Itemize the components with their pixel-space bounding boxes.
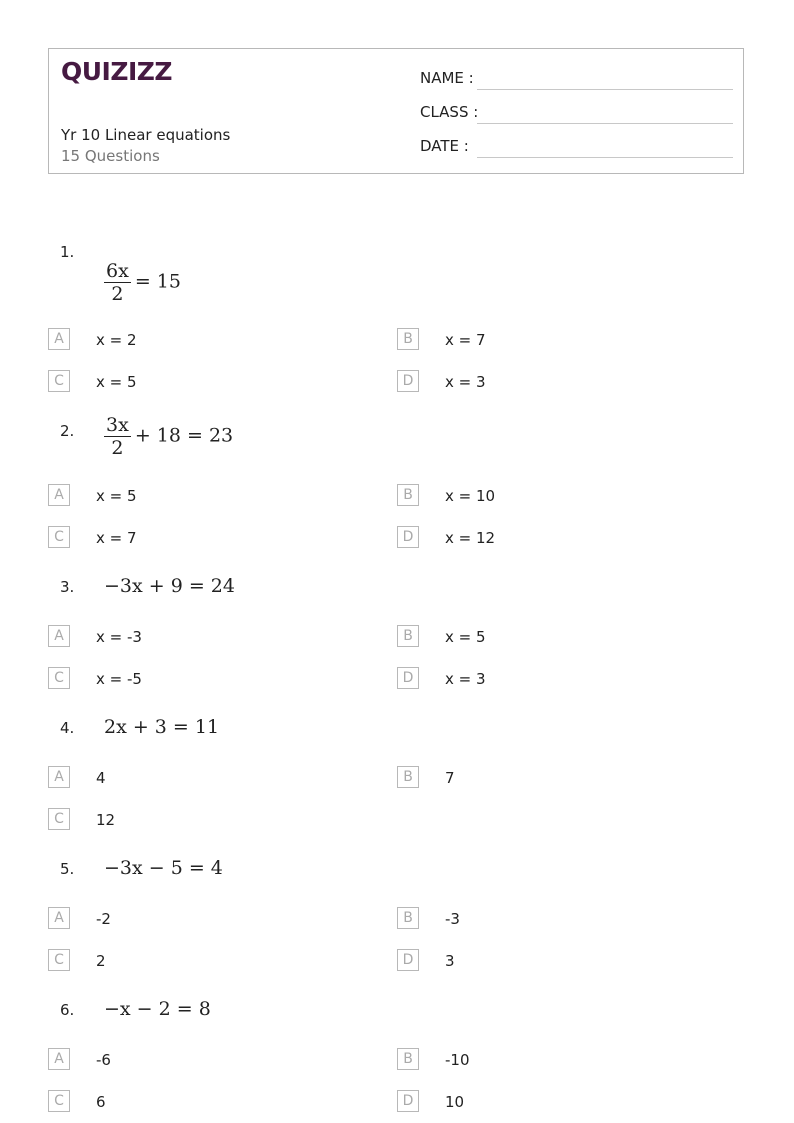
question-count: 15 Questions — [61, 147, 160, 165]
option-b-text: -10 — [445, 1051, 470, 1069]
option-b-text: x = 7 — [445, 331, 486, 349]
question-number: 1. — [60, 243, 75, 261]
question-equation: −3x + 9 = 24 — [104, 575, 235, 597]
option-d-box[interactable]: D — [397, 949, 419, 971]
option-c-text: 6 — [96, 1093, 106, 1111]
fraction — [104, 414, 131, 459]
option-b-text: x = 10 — [445, 487, 496, 505]
option-b-text: 7 — [445, 769, 455, 787]
equation-rest: + 18 = 23 — [134, 424, 234, 447]
worksheet-title: Yr 10 Linear equations — [61, 126, 231, 144]
fraction-denominator: 2 — [111, 283, 124, 305]
class-line — [477, 123, 733, 124]
date-label: DATE : — [420, 137, 469, 155]
option-a-box[interactable]: A — [48, 907, 70, 929]
option-d-text: 10 — [445, 1093, 465, 1111]
option-d-box[interactable]: D — [397, 370, 419, 392]
option-a-text: x = -3 — [96, 628, 142, 646]
name-line — [477, 89, 733, 90]
option-c-box[interactable]: C — [48, 526, 70, 548]
question-equation — [104, 260, 181, 305]
option-a-box[interactable]: A — [48, 625, 70, 647]
option-a-text: -6 — [96, 1051, 111, 1069]
question-number: 3. — [60, 578, 75, 596]
option-c-box[interactable]: C — [48, 370, 70, 392]
option-d-box[interactable]: D — [397, 667, 419, 689]
option-d-box[interactable]: D — [397, 1090, 419, 1112]
class-label: CLASS : — [420, 103, 479, 121]
option-a-text: -2 — [96, 910, 111, 928]
option-c-text: 12 — [96, 811, 116, 829]
question-equation: −x − 2 = 8 — [104, 998, 211, 1020]
option-c-box[interactable]: C — [48, 667, 70, 689]
question-number: 5. — [60, 860, 75, 878]
option-a-box[interactable]: A — [48, 1048, 70, 1070]
option-d-text: 3 — [445, 952, 455, 970]
date-line — [477, 157, 733, 158]
option-a-box[interactable]: A — [48, 766, 70, 788]
option-c-box[interactable]: C — [48, 949, 70, 971]
option-a-box[interactable]: A — [48, 484, 70, 506]
option-a-text: 4 — [96, 769, 106, 787]
fraction-numerator: 3x — [106, 414, 129, 436]
question-number: 6. — [60, 1001, 75, 1019]
name-label: NAME : — [420, 69, 474, 87]
option-b-text: -3 — [445, 910, 460, 928]
question-number: 4. — [60, 719, 75, 737]
worksheet-header — [48, 48, 744, 174]
option-c-text: x = 7 — [96, 529, 137, 547]
option-b-box[interactable]: B — [397, 766, 419, 788]
question-number: 2. — [60, 422, 75, 440]
option-b-box[interactable]: B — [397, 625, 419, 647]
option-b-box[interactable]: B — [397, 907, 419, 929]
quizizz-logo: QUIZIZZ — [61, 57, 173, 86]
option-a-text: x = 2 — [96, 331, 137, 349]
option-d-box[interactable]: D — [397, 526, 419, 548]
option-d-text: x = 3 — [445, 670, 486, 688]
fraction-denominator: 2 — [111, 437, 124, 459]
option-c-text: x = -5 — [96, 670, 142, 688]
option-b-box[interactable]: B — [397, 328, 419, 350]
option-d-text: x = 3 — [445, 373, 486, 391]
option-b-box[interactable]: B — [397, 484, 419, 506]
option-c-box[interactable]: C — [48, 808, 70, 830]
option-d-text: x = 12 — [445, 529, 496, 547]
fraction-numerator: 6x — [106, 260, 129, 282]
option-b-text: x = 5 — [445, 628, 486, 646]
equation-rest: = 15 — [134, 270, 181, 293]
question-equation: −3x − 5 = 4 — [104, 857, 223, 879]
question-equation — [104, 414, 233, 459]
option-a-text: x = 5 — [96, 487, 137, 505]
question-equation: 2x + 3 = 11 — [104, 716, 220, 738]
option-c-text: 2 — [96, 952, 106, 970]
option-a-box[interactable]: A — [48, 328, 70, 350]
option-c-text: x = 5 — [96, 373, 137, 391]
fraction — [104, 260, 131, 305]
option-c-box[interactable]: C — [48, 1090, 70, 1112]
option-b-box[interactable]: B — [397, 1048, 419, 1070]
